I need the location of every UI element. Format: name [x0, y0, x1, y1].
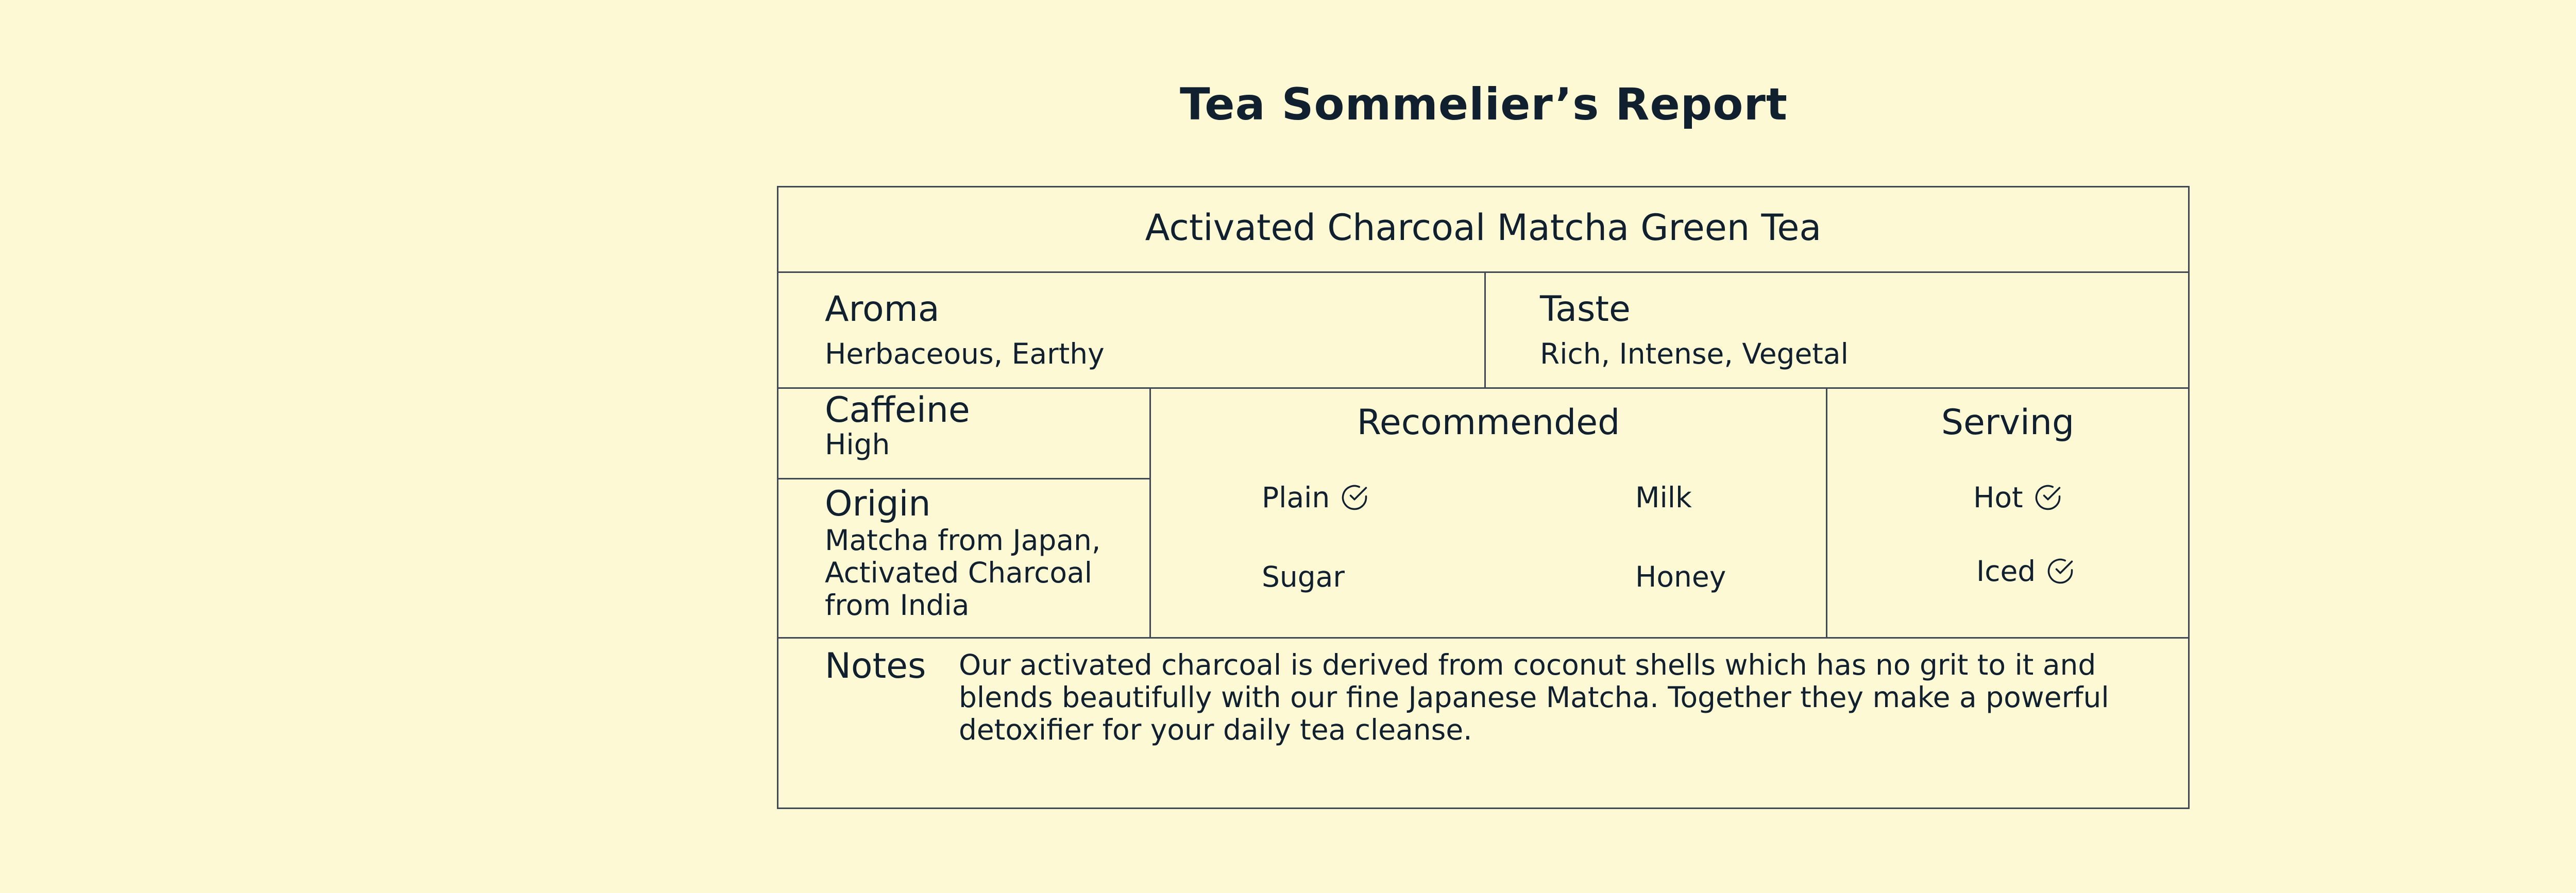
- recommended-option-sugar: [1262, 559, 1345, 595]
- notes-line: detoxifier for your daily tea cleanse.: [959, 713, 1472, 746]
- report-title: Tea Sommelier’s Report: [1180, 79, 1788, 130]
- option-label: Sugar: [1262, 560, 1345, 593]
- option-label: Hot: [1973, 481, 2023, 514]
- check-circle-icon: [2045, 556, 2076, 587]
- caffeine-label: Caffeine: [825, 390, 970, 431]
- taste-value: Rich, Intense, Vegetal: [1540, 337, 1849, 370]
- divider-notes: [778, 637, 2188, 639]
- notes-label: Notes: [825, 646, 926, 686]
- serving-label: Serving: [1941, 402, 2075, 443]
- taste-label: Taste: [1540, 289, 1631, 330]
- notes-line: Our activated charcoal is derived from coconut shells which has no grit to it and: [959, 648, 2096, 681]
- recommended-option-plain: [1262, 479, 1370, 516]
- divider-aroma-taste: [1484, 271, 1486, 388]
- recommended-option-honey: [1635, 559, 1726, 595]
- serving-option-iced: [1976, 553, 2076, 589]
- check-circle-icon: [2032, 482, 2063, 513]
- divider-title: [778, 271, 2188, 273]
- recommended-option-milk: [1635, 479, 1692, 516]
- origin-value-line: Activated Charcoal: [825, 556, 1093, 589]
- aroma-value: Herbaceous, Earthy: [825, 337, 1105, 370]
- caffeine-value: High: [825, 428, 890, 461]
- aroma-label: Aroma: [825, 289, 940, 330]
- option-label: Honey: [1635, 560, 1726, 593]
- divider-caffeine-origin: [778, 478, 1150, 479]
- recommended-label: Recommended: [1357, 402, 1620, 443]
- option-label: Iced: [1976, 555, 2036, 588]
- tea-report-card: [777, 186, 2190, 809]
- divider-flavor: [778, 387, 2188, 389]
- origin-label: Origin: [825, 484, 931, 524]
- serving-option-hot: [1973, 479, 2063, 516]
- check-circle-icon: [1339, 482, 1370, 513]
- notes-line: blends beautifully with our fine Japanese Matcha. Together they make a powerful: [959, 681, 2109, 714]
- product-name: Activated Charcoal Matcha Green Tea: [1145, 207, 1822, 249]
- origin-value-line: Matcha from Japan,: [825, 524, 1101, 557]
- origin-value-line: from India: [825, 589, 970, 622]
- option-label: Milk: [1635, 481, 1692, 514]
- option-label: Plain: [1262, 481, 1330, 514]
